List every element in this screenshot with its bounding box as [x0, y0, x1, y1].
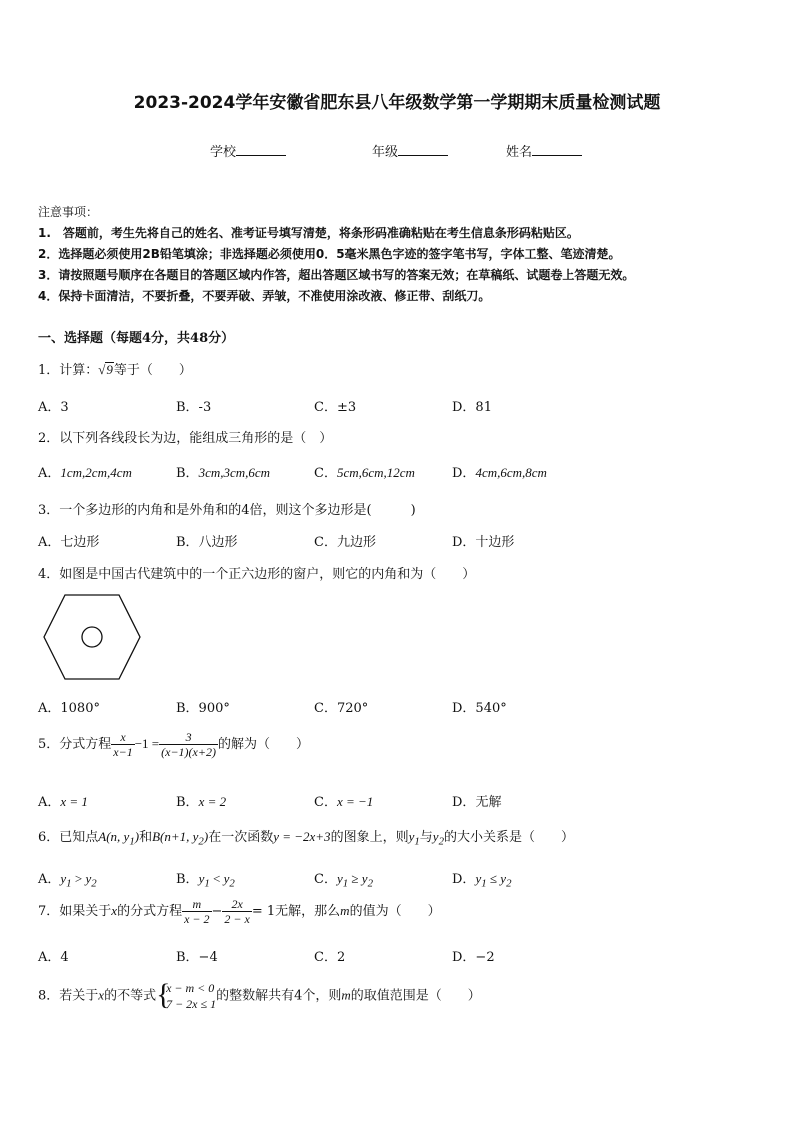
q6-y2: $y_2$ [432, 829, 444, 848]
q5-option-b[interactable] [176, 791, 226, 810]
note-item-1: 1. 答题前，考生先将自己的姓名、准考证号填写清楚，将条形码准确粘贴在考生信息条形码粘贴区。 [38, 226, 579, 240]
q6-y1: $y_1$ [408, 829, 420, 848]
q5-fraction-2 [159, 730, 218, 759]
q5-option-d-value: 无解 [475, 795, 502, 810]
q3-option-d[interactable]: D．十边形 [452, 535, 515, 550]
q3-option-b[interactable]: B．八边形 [176, 535, 238, 550]
q5-frac2-denominator: (x−1)(x+2) [161, 745, 216, 759]
q6-d-rel: ≤ [489, 871, 498, 886]
question-7 [38, 897, 441, 926]
grade-label: 年级 [372, 145, 399, 160]
q2-option-d-value: 4cm,6cm,8cm [475, 465, 547, 480]
q6-text-4: 的图象上，则 [330, 830, 409, 845]
q5-option-b-value: x = 2 [198, 794, 227, 809]
q6-a-rel: > [74, 871, 83, 886]
q5-frac1-denominator: x−1 [113, 745, 133, 759]
notes-heading: 注意事项： [38, 205, 99, 219]
q3-option-c[interactable]: C．九边形 [314, 535, 376, 550]
q7-option-a[interactable]: A．4 [38, 950, 69, 965]
q6-point-a: A(n, $y_1$) [98, 829, 140, 848]
q5-option-c-label: C． [314, 795, 337, 810]
q8-var-x: x [98, 987, 105, 1003]
q7-text-2: 的分式方程 [117, 904, 183, 919]
question-4: 4．如图是中国古代建筑中的一个正六边形的窗户，则它的内角和为（ ） [38, 567, 476, 582]
q7-var-m: m [340, 903, 350, 918]
q6-option-b-label: B． [176, 872, 199, 887]
q1-suffix: 等于（ ） [113, 363, 192, 378]
school-label: 学校 [210, 145, 237, 160]
q5-option-b-label: B． [176, 795, 199, 810]
q7-fraction-1 [182, 897, 211, 926]
q7-frac2-numerator: 2x [222, 897, 251, 912]
q8-inequality-1: x − m < 0 [166, 981, 215, 995]
q7-text-3: 无解，那么 [275, 904, 341, 919]
q5-middle: −1 = [134, 736, 160, 751]
q5-option-d[interactable] [452, 791, 501, 810]
q6-option-c-label: C． [314, 872, 337, 887]
q7-var-x: x [111, 903, 118, 918]
name-field[interactable] [506, 141, 582, 160]
q8-inequality-system [156, 980, 216, 1012]
q7-option-b[interactable]: B．−4 [176, 950, 218, 965]
q1-option-c[interactable]: C．±3 [314, 400, 357, 415]
q2-option-d[interactable] [452, 462, 547, 481]
q7-frac1-numerator: m [182, 897, 211, 912]
q5-suffix: 的解为（ ） [217, 737, 309, 752]
q6-point-a-text: A(n, y [98, 829, 130, 844]
q6-option-b[interactable]: B．$y_1 < y_2$ [176, 871, 235, 890]
q5-prefix: 5．分式方程 [38, 737, 112, 752]
note-item-3: 3．请按照题号顺序在各题目的答题区域内作答，超出答题区域书写的答案无效；在草稿纸、试题卷上答题无效。 [38, 268, 635, 282]
sqrt-expression: √9 [98, 362, 113, 377]
question-2: 2．以下列各线段长为边，能组成三角形的是（ ） [38, 431, 333, 446]
q6-option-a-label: A． [38, 872, 61, 887]
q6-option-a[interactable]: A．$y_1 > y_2$ [38, 871, 97, 890]
q5-option-c-value: x = −1 [336, 794, 374, 809]
q8-text-4: 的取值范围是（ ） [350, 988, 481, 1004]
q2-option-c-label: C． [314, 466, 337, 481]
q7-text-4: 的值为（ ） [349, 904, 441, 919]
q7-fraction-2 [222, 897, 251, 926]
section-heading: 一、选择题（每题4分，共48分） [38, 331, 235, 346]
q7-option-d[interactable]: D．−2 [452, 950, 495, 965]
q5-option-d-label: D． [452, 795, 476, 810]
q6-point-b: B(n+1, $y_2$) [152, 829, 209, 848]
q6-a-y2: y [85, 871, 92, 886]
school-field[interactable] [210, 141, 286, 160]
hexagon-outline [44, 595, 140, 679]
name-blank[interactable] [532, 143, 582, 156]
q6-option-d[interactable]: D．$y_1 \le y_2$ [452, 871, 512, 890]
q2-option-a-value: 1cm,2cm,4cm [60, 465, 132, 480]
q1-prefix: 1．计算： [38, 363, 99, 378]
q6-b-y: y [198, 871, 205, 886]
q7-option-c[interactable]: C．2 [314, 950, 346, 965]
q6-b-rel: < [213, 871, 221, 886]
q8-brace: { [156, 978, 171, 1011]
q8-text-1: 8．若关于 [38, 988, 99, 1004]
q4-option-a[interactable]: A．1080° [38, 701, 100, 716]
q8-var-m: m [341, 987, 351, 1003]
page-title: 2023-2024学年安徽省肥东县八年级数学第一学期期末质量检测试题 [133, 93, 661, 113]
q6-d-y2: y [500, 871, 507, 886]
question-5 [38, 730, 309, 759]
window-circle [82, 627, 102, 647]
q7-text-1: 7．如果关于 [38, 904, 112, 919]
q5-option-a[interactable] [38, 791, 88, 810]
grade-blank[interactable] [398, 143, 448, 156]
q5-frac1-numerator: x [111, 730, 134, 745]
question-1 [38, 359, 192, 378]
q6-d-y: y [475, 871, 482, 886]
q2-option-b-value: 3cm,3cm,6cm [198, 465, 271, 480]
sqrt-radicand: 9 [106, 362, 113, 377]
q2-option-d-label: D． [452, 466, 476, 481]
q2-option-a[interactable] [38, 462, 132, 481]
q6-option-d-label: D． [452, 872, 476, 887]
q7-eq: = 1 [251, 904, 276, 919]
q6-text-2: 和 [139, 830, 153, 845]
q5-fraction-1 [111, 730, 134, 759]
q6-text-5: 与 [419, 830, 433, 845]
q6-y2-var: y [432, 829, 439, 844]
q2-option-b-label: B． [176, 466, 199, 481]
q6-y1-var: y [408, 829, 415, 844]
q7-frac2-denominator: 2 − x [224, 912, 250, 926]
q2-option-b[interactable] [176, 462, 270, 481]
q6-text-3: 在一次函数 [208, 830, 274, 845]
q2-option-c-value: 5cm,6cm,12cm [336, 465, 415, 480]
q5-option-c[interactable] [314, 791, 373, 810]
q5-frac2-numerator: 3 [159, 730, 218, 745]
q6-b-y2: y [223, 871, 230, 886]
note-item-4: 4．保持卡面清洁，不要折叠，不要弄破、弄皱，不准使用涂改液、修正带、刮纸刀。 [38, 289, 491, 303]
q6-point-b-text: B(n+1, y [152, 829, 199, 844]
q6-text-1: 6．已知点 [38, 830, 99, 845]
note-item-2: 2．选择题必须使用2B铅笔填涂；非选择题必须使用0．5毫米黑色字迹的签字笔书写，字体工整、笔迹清楚。 [38, 247, 621, 261]
q6-function: y = −2x+3 [273, 829, 331, 844]
q6-c-rel: ≥ [351, 871, 359, 886]
question-8 [38, 980, 481, 1012]
q5-option-a-label: A． [38, 795, 61, 810]
q4-option-b[interactable]: B．900° [176, 701, 230, 716]
q2-option-a-label: A． [38, 466, 61, 481]
question-6 [38, 826, 574, 848]
q1-option-a[interactable]: A．3 [38, 400, 69, 415]
school-blank[interactable] [236, 143, 286, 156]
q1-option-b[interactable]: B．-3 [176, 400, 212, 415]
hexagon-window-figure [40, 593, 144, 681]
q8-text-3: 的整数解共有4个，则 [216, 988, 342, 1004]
q6-option-c[interactable]: C．$y_1 \ge y_2$ [314, 871, 373, 890]
q4-option-d[interactable]: D．540° [452, 701, 507, 716]
q4-option-c[interactable]: C．720° [314, 701, 369, 716]
q6-text-6: 的大小关系是（ ） [444, 830, 575, 845]
grade-field[interactable] [372, 141, 448, 160]
q7-minus: − [211, 904, 223, 919]
q2-option-c[interactable] [314, 462, 415, 481]
q6-c-y2: y [361, 871, 368, 886]
q8-inequality-2: 7 − 2x ≤ 1 [166, 997, 217, 1011]
q3-option-a[interactable]: A．七边形 [38, 535, 100, 550]
q6-a-y: y [60, 871, 67, 886]
name-label: 姓名 [506, 145, 533, 160]
q6-c-y: y [336, 871, 343, 886]
q5-option-a-value: x = 1 [60, 794, 88, 809]
q7-frac1-denominator: x − 2 [184, 912, 210, 926]
q1-option-d[interactable]: D．81 [452, 400, 492, 415]
question-3: 3．一个多边形的内角和是外角和的4倍，则这个多边形是( ) [38, 503, 416, 518]
q8-text-2: 的不等式 [104, 988, 157, 1004]
